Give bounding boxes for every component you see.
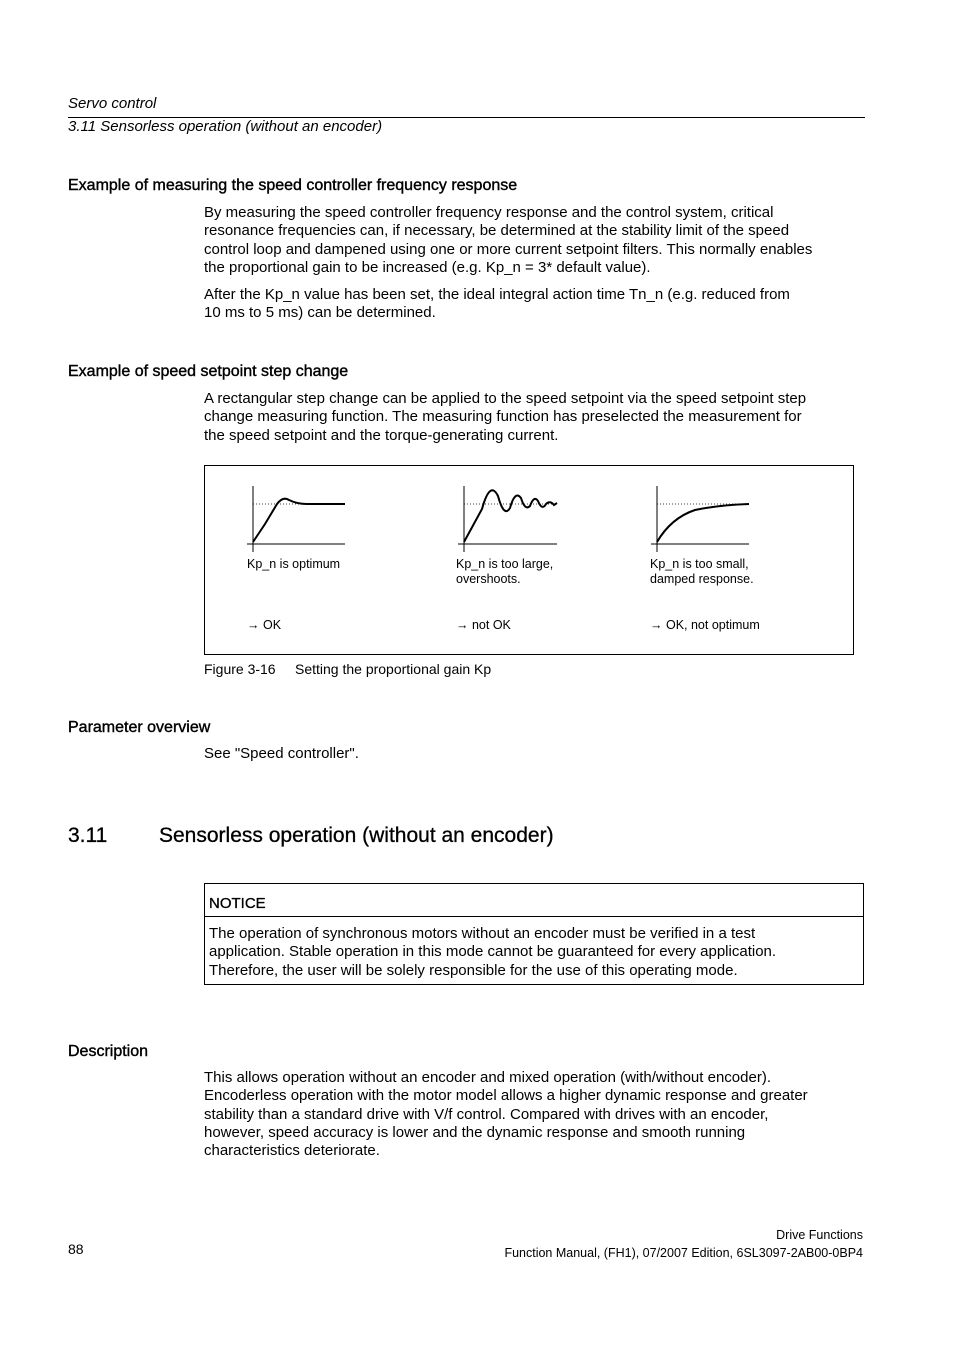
- notice-body: [209, 925, 859, 980]
- section-heading-3-11: [68, 824, 554, 848]
- text-line: the proportional gain to be increased (e.g. Kp_n = 3* default value).: [204, 258, 651, 276]
- footer-edition: Function Manual, (FH1), 07/2007 Edition, 6SL3097-2AB00-0BP4: [504, 1246, 863, 1260]
- parameter-overview-text: See "Speed controller".: [204, 745, 359, 762]
- result-damped: → OK, not optimum: [650, 618, 760, 632]
- notice-box: [204, 883, 864, 985]
- caption-overshoot: Kp_n is too large, overshoots.: [456, 557, 554, 586]
- caption-damped: Kp_n is too small, damped response.: [650, 557, 754, 586]
- text-line: By measuring the speed controller frequency response and the control system, critical: [204, 204, 774, 221]
- section-title: Sensorless operation (without an encoder): [159, 824, 554, 847]
- text-line: The operation of synchronous motors without an encoder must be verified in a test: [209, 925, 756, 942]
- running-header-section: 3.11 Sensorless operation (without an encoder): [68, 118, 383, 135]
- text-line: This allows operation without an encoder and mixed operation (with/without encoder).: [204, 1069, 771, 1086]
- plot-damped: [649, 484, 759, 554]
- result-optimum: → OK: [247, 618, 282, 632]
- text-line: however, speed accuracy is lower and the dynamic response and smooth running: [204, 1123, 746, 1141]
- heading-description: Description: [68, 1043, 149, 1060]
- text-line: 10 ms to 5 ms) can be determined.: [204, 304, 436, 322]
- text-line: A rectangular step change can be applied to the speed setpoint via the speed setpoint step: [204, 390, 807, 407]
- notice-title: NOTICE: [209, 895, 266, 912]
- text-line: control loop and dampened using one or more current setpoint filters. This normally enables: [204, 240, 813, 258]
- response-curve-overshoot: [464, 490, 557, 542]
- plot-optimum: [245, 484, 355, 554]
- figure-title: Setting the proportional gain Kp: [295, 661, 492, 677]
- freq-response-paragraph-2: [204, 286, 864, 323]
- heading-step-change: Example of speed setpoint step change: [68, 363, 349, 380]
- text-line: After the Kp_n value has been set, the ideal integral action time Tn_n (e.g. reduced from: [204, 286, 790, 303]
- figure-step-response: [204, 465, 854, 655]
- description-paragraph: [204, 1069, 864, 1160]
- step-change-paragraph: [204, 390, 864, 445]
- freq-response-paragraph-1: [204, 204, 864, 277]
- plot-overshoot: [457, 484, 567, 554]
- section-number: 3.11: [68, 824, 108, 847]
- page-number: 88: [68, 1241, 84, 1257]
- figure-caption: [204, 661, 491, 677]
- running-header-chapter: Servo control: [68, 95, 157, 112]
- caption-optimum: Kp_n is optimum: [247, 557, 341, 571]
- text-line: resonance frequencies can, if necessary, be determined at the stability limit of the speed: [204, 222, 790, 240]
- heading-parameter-overview: Parameter overview: [68, 719, 211, 736]
- response-curve-damped: [657, 504, 749, 542]
- text-line: the speed setpoint and the torque-generating current.: [204, 426, 559, 444]
- figure-number: Figure 3-16: [204, 661, 276, 677]
- heading-freq-response: Example of measuring the speed controller frequency response: [68, 177, 518, 194]
- result-overshoot: → not OK: [456, 618, 511, 632]
- response-curve-optimum: [253, 499, 345, 542]
- text-line: Therefore, the user will be solely responsible for the use of this operating mode.: [209, 961, 738, 979]
- notice-title-row: [205, 884, 863, 917]
- text-line: stability than a standard drive with V/f control. Compared with drives with an encoder,: [204, 1105, 769, 1123]
- text-line: application. Stable operation in this mode cannot be guaranteed for every application.: [209, 943, 777, 961]
- text-line: characteristics deteriorate.: [204, 1142, 380, 1160]
- footer-title: Drive Functions: [776, 1228, 863, 1242]
- text-line: Encoderless operation with the motor model allows a higher dynamic response and greater: [204, 1087, 808, 1105]
- footer-document-info: [504, 1226, 863, 1262]
- text-line: change measuring function. The measuring function has preselected the measurement for: [204, 408, 802, 426]
